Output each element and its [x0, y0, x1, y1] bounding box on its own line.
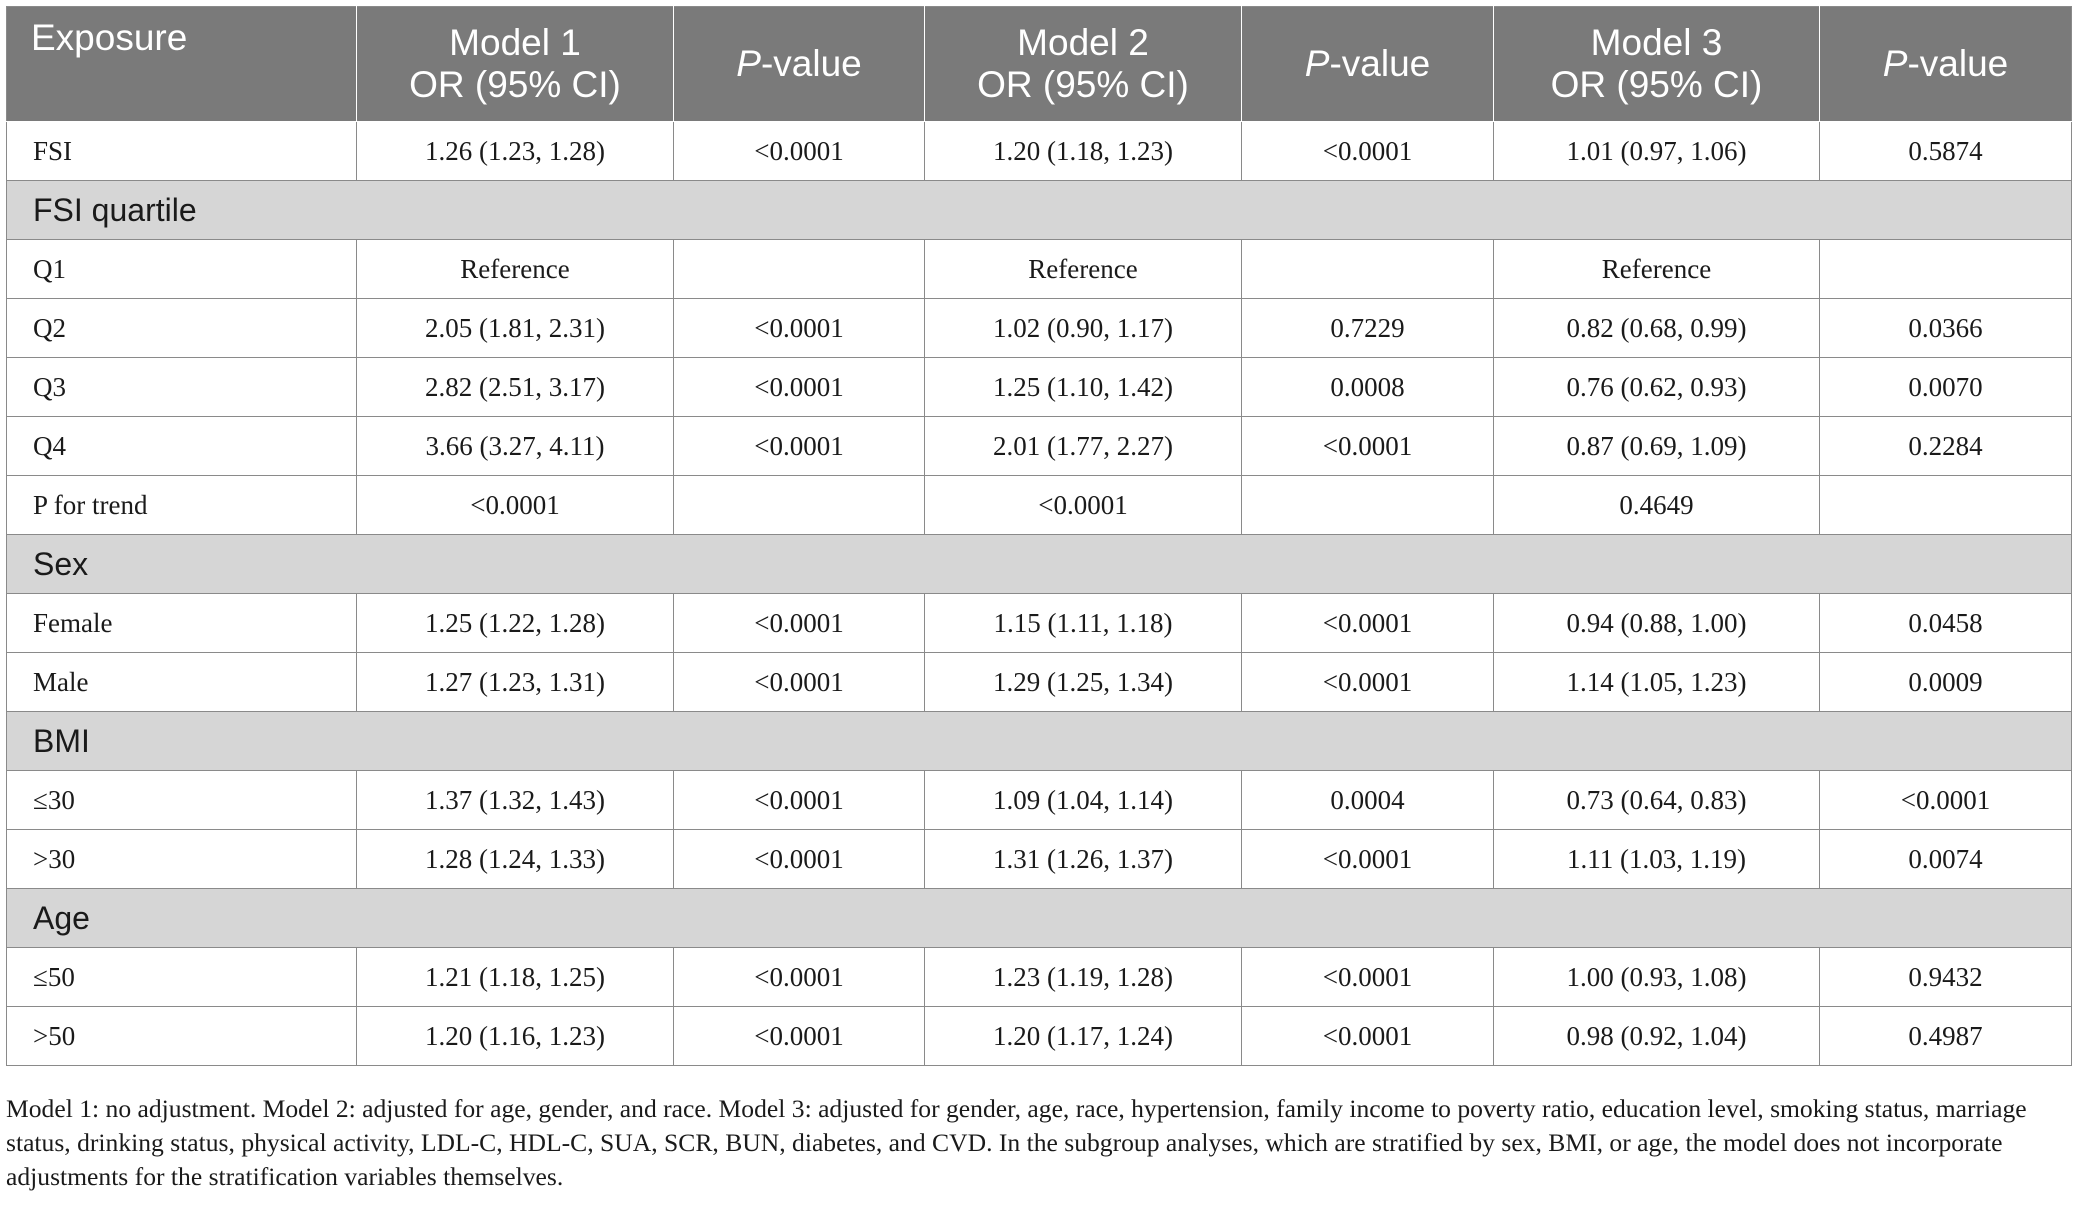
or-ci-cell: 2.01 (1.77, 2.27) — [925, 417, 1242, 476]
group-header-row — [7, 535, 2072, 594]
table-row — [7, 476, 2072, 535]
or-ci-cell: 1.23 (1.19, 1.28) — [925, 948, 1242, 1007]
or-ci-cell: 1.20 (1.16, 1.23) — [357, 1007, 674, 1066]
table-body — [7, 122, 2072, 1066]
or-ci-cell: 1.01 (0.97, 1.06) — [1494, 122, 1820, 181]
header-label: Model 2 — [1017, 22, 1149, 63]
or-ci-cell: 0.94 (0.88, 1.00) — [1494, 594, 1820, 653]
header-model3 — [1494, 7, 1820, 122]
p-value-cell: 0.0074 — [1820, 830, 2072, 889]
header-model1 — [357, 7, 674, 122]
or-ci-cell: Reference — [1494, 240, 1820, 299]
or-ci-cell: 3.66 (3.27, 4.11) — [357, 417, 674, 476]
header-label: -value — [760, 43, 862, 84]
header-row — [7, 7, 2072, 122]
or-ci-cell: 1.11 (1.03, 1.19) — [1494, 830, 1820, 889]
p-value-cell: <0.0001 — [674, 299, 925, 358]
header-label: -value — [1329, 43, 1431, 84]
row-label: P for trend — [7, 476, 357, 535]
p-value-cell: 0.5874 — [1820, 122, 2072, 181]
p-value-cell: <0.0001 — [674, 417, 925, 476]
row-label: FSI — [7, 122, 357, 181]
p-value-cell: <0.0001 — [674, 358, 925, 417]
table-row — [7, 240, 2072, 299]
or-ci-cell: 1.15 (1.11, 1.18) — [925, 594, 1242, 653]
or-ci-cell: 1.20 (1.18, 1.23) — [925, 122, 1242, 181]
header-sublabel: OR (95% CI) — [1550, 64, 1763, 105]
or-ci-cell: 1.02 (0.90, 1.17) — [925, 299, 1242, 358]
p-value-cell — [1242, 476, 1494, 535]
p-value-cell: 0.0008 — [1242, 358, 1494, 417]
header-label: Exposure — [31, 17, 188, 58]
or-ci-cell: 1.00 (0.93, 1.08) — [1494, 948, 1820, 1007]
or-ci-cell: <0.0001 — [925, 476, 1242, 535]
or-ci-cell: Reference — [357, 240, 674, 299]
p-value-cell: 0.0004 — [1242, 771, 1494, 830]
group-label: BMI — [7, 712, 2072, 771]
p-value-cell: 0.0009 — [1820, 653, 2072, 712]
table-row — [7, 1007, 2072, 1066]
row-label: >30 — [7, 830, 357, 889]
table-row — [7, 358, 2072, 417]
header-sublabel: OR (95% CI) — [409, 64, 621, 105]
header-p-italic: P — [736, 43, 761, 84]
header-sublabel: OR (95% CI) — [977, 64, 1189, 105]
table-footnote: Model 1: no adjustment. Model 2: adjusted for age, gender, and race. Model 3: adjusted for gender, age, race, hypertension, family income to poverty ratio, education level, smoking status, marriage status, drinking status, physical activity, LDL-C, HDL-C, SUA, SCR, BUN, diabetes, and CVD. In the subgroup analyses, which are stratified by sex, BMI, or age, the model does not incorporate adjustments for the stratification variables themselves. — [6, 1094, 2027, 1191]
row-label: Q1 — [7, 240, 357, 299]
p-value-cell — [674, 240, 925, 299]
or-ci-cell: Reference — [925, 240, 1242, 299]
table-row — [7, 417, 2072, 476]
p-value-cell: <0.0001 — [674, 771, 925, 830]
or-ci-cell: 1.37 (1.32, 1.43) — [357, 771, 674, 830]
p-value-cell: <0.0001 — [1242, 1007, 1494, 1066]
p-value-cell: 0.9432 — [1820, 948, 2072, 1007]
or-ci-cell: 0.4649 — [1494, 476, 1820, 535]
p-value-cell: <0.0001 — [1820, 771, 2072, 830]
or-ci-cell: 1.21 (1.18, 1.25) — [357, 948, 674, 1007]
row-label: Female — [7, 594, 357, 653]
p-value-cell: <0.0001 — [674, 653, 925, 712]
or-ci-cell: 1.25 (1.10, 1.42) — [925, 358, 1242, 417]
p-value-cell: <0.0001 — [1242, 653, 1494, 712]
p-value-cell: 0.2284 — [1820, 417, 2072, 476]
p-value-cell: <0.0001 — [1242, 594, 1494, 653]
table-row — [7, 122, 2072, 181]
table-row — [7, 830, 2072, 889]
p-value-cell: 0.0070 — [1820, 358, 2072, 417]
header-pvalue-3 — [1820, 7, 2072, 122]
p-value-cell: <0.0001 — [674, 948, 925, 1007]
table-row — [7, 771, 2072, 830]
p-value-cell — [1242, 240, 1494, 299]
p-value-cell: 0.4987 — [1820, 1007, 2072, 1066]
or-ci-cell: 1.25 (1.22, 1.28) — [357, 594, 674, 653]
or-ci-cell: 2.05 (1.81, 2.31) — [357, 299, 674, 358]
group-label: Sex — [7, 535, 2072, 594]
row-label: Q3 — [7, 358, 357, 417]
row-label: Q4 — [7, 417, 357, 476]
header-model2 — [925, 7, 1242, 122]
or-ci-cell: 0.98 (0.92, 1.04) — [1494, 1007, 1820, 1066]
p-value-cell — [674, 476, 925, 535]
header-label: Model 3 — [1590, 22, 1723, 63]
p-value-cell: <0.0001 — [1242, 948, 1494, 1007]
p-value-cell: <0.0001 — [674, 122, 925, 181]
or-ci-cell: 1.28 (1.24, 1.33) — [357, 830, 674, 889]
group-label: Age — [7, 889, 2072, 948]
row-label: >50 — [7, 1007, 357, 1066]
row-label: Male — [7, 653, 357, 712]
header-pvalue-1 — [674, 7, 925, 122]
or-ci-cell: 0.76 (0.62, 0.93) — [1494, 358, 1820, 417]
p-value-cell: 0.0366 — [1820, 299, 2072, 358]
table-row — [7, 594, 2072, 653]
table-header — [7, 7, 2072, 122]
group-header-row — [7, 889, 2072, 948]
or-ci-cell: 1.14 (1.05, 1.23) — [1494, 653, 1820, 712]
or-ci-cell: <0.0001 — [357, 476, 674, 535]
group-header-row — [7, 712, 2072, 771]
group-header-row — [7, 181, 2072, 240]
p-value-cell: <0.0001 — [674, 594, 925, 653]
or-ci-cell: 1.27 (1.23, 1.31) — [357, 653, 674, 712]
p-value-cell: 0.7229 — [1242, 299, 1494, 358]
or-ci-cell: 1.31 (1.26, 1.37) — [925, 830, 1242, 889]
row-label: ≤30 — [7, 771, 357, 830]
p-value-cell: 0.0458 — [1820, 594, 2072, 653]
p-value-cell — [1820, 240, 2072, 299]
or-ci-cell: 0.82 (0.68, 0.99) — [1494, 299, 1820, 358]
p-value-cell: <0.0001 — [1242, 122, 1494, 181]
or-ci-cell: 1.20 (1.17, 1.24) — [925, 1007, 1242, 1066]
or-ci-cell: 2.82 (2.51, 3.17) — [357, 358, 674, 417]
header-p-italic: P — [1882, 43, 1908, 84]
table-row — [7, 948, 2072, 1007]
header-pvalue-2 — [1242, 7, 1494, 122]
or-ci-cell: 0.87 (0.69, 1.09) — [1494, 417, 1820, 476]
or-ci-cell: 1.09 (1.04, 1.14) — [925, 771, 1242, 830]
results-table-container — [6, 6, 2071, 1066]
header-label: Model 1 — [449, 22, 581, 63]
p-value-cell: <0.0001 — [674, 1007, 925, 1066]
table-row — [7, 299, 2072, 358]
row-label: Q2 — [7, 299, 357, 358]
or-ci-cell: 0.73 (0.64, 0.83) — [1494, 771, 1820, 830]
group-label: FSI quartile — [7, 181, 2072, 240]
header-p-italic: P — [1304, 43, 1330, 84]
table-row — [7, 653, 2072, 712]
header-label: -value — [1907, 43, 2009, 84]
results-table — [6, 6, 2072, 1066]
p-value-cell: <0.0001 — [1242, 417, 1494, 476]
p-value-cell — [1820, 476, 2072, 535]
p-value-cell: <0.0001 — [674, 830, 925, 889]
or-ci-cell: 1.26 (1.23, 1.28) — [357, 122, 674, 181]
or-ci-cell: 1.29 (1.25, 1.34) — [925, 653, 1242, 712]
header-exposure — [7, 7, 357, 122]
row-label: ≤50 — [7, 948, 357, 1007]
p-value-cell: <0.0001 — [1242, 830, 1494, 889]
